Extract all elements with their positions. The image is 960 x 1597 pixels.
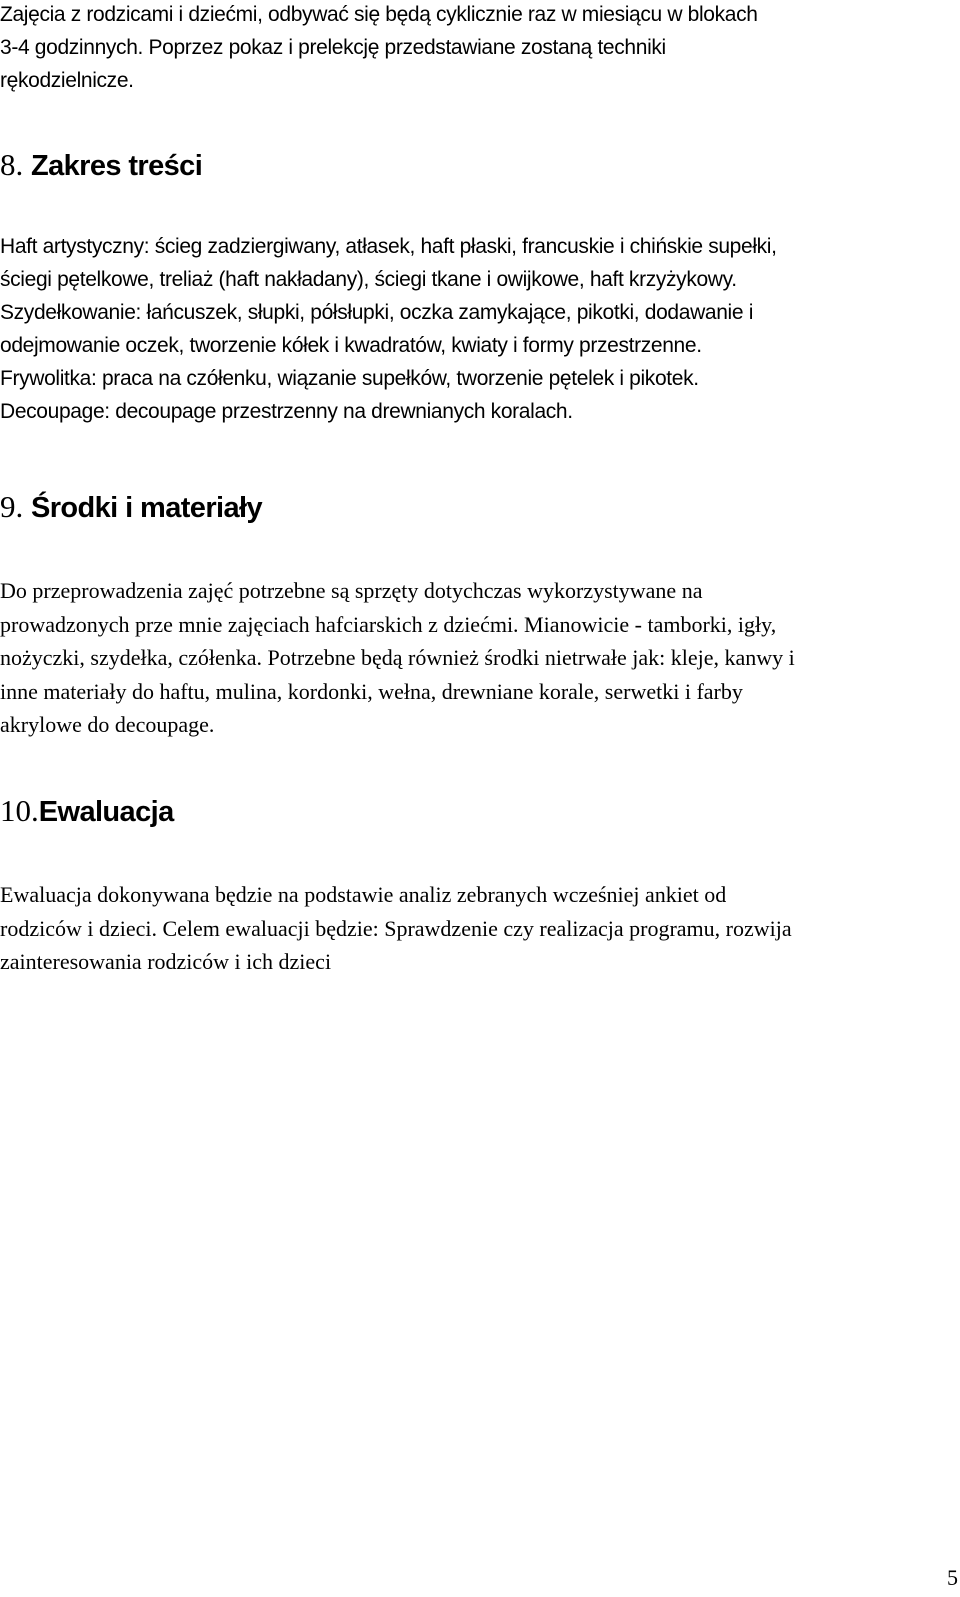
section-9-title: Środki i materiały xyxy=(31,492,262,524)
section-10-heading xyxy=(0,791,174,832)
section-8-heading xyxy=(0,145,202,186)
section-10-body: Ewaluacja dokonywana będzie na podstawie analiz zebranych wcześniej ankiet od rodziców i dzieci. Celem ewaluacji będzie: Sprawdzenie czy realizacja programu, rozwija zainteresowania rodziców i ich dzieci xyxy=(0,882,792,974)
section-9-heading xyxy=(0,487,262,528)
section-10-number: 10. xyxy=(0,793,39,828)
section-8-title: Zakres treści xyxy=(31,150,203,182)
section-9-number: 9. xyxy=(0,489,24,524)
section-10-title: Ewaluacja xyxy=(38,796,174,828)
intro-paragraph: Zajęcia z rodzicami i dziećmi, odbywać się będą cyklicznie raz w miesiącu w blokach 3-4 godzinnych. Poprzez pokaz i prelekcję przedstawiane zostaną techniki rękodzielnicze. xyxy=(0,3,758,92)
page-number: 5 xyxy=(947,1565,958,1590)
section-9-body: Do przeprowadzenia zajęć potrzebne są sprzęty dotychczas wykorzystywane na prowadzonych prze mnie zajęciach hafciarskich z dziećmi. Mianowicie - tamborki, igły, nożyczki, szydełka, czółenka. Potrzebne będą również środki nietrwałe jak: kleje, kanwy i inne materiały do haftu, mulina, kordonki, wełna, drewniane korale, serwetki i farby akrylowe do decoupage. xyxy=(0,578,795,737)
section-8-body: Haft artystyczny: ścieg zadziergiwany, atłasek, haft płaski, francuskie i chińskie supełki, ściegi pętelkowe, treliaż (haft nakładany), ściegi tkane i owijkowe, haft krzyżykowy. Szydełkowanie: łańcuszek, słupki, półsłupki, oczka zamykające, pikotki, dodawanie i odejmowanie oczek, tworzenie kółek i kwadratów, kwiaty i formy przestrzenne. Frywolitka: praca na czółenku, wiązanie supełków, tworzenie pętelek i pikotek. Decoupage: decoupage przestrzenny na drewnianych koralach. xyxy=(0,235,777,423)
section-8-number: 8. xyxy=(0,147,24,182)
